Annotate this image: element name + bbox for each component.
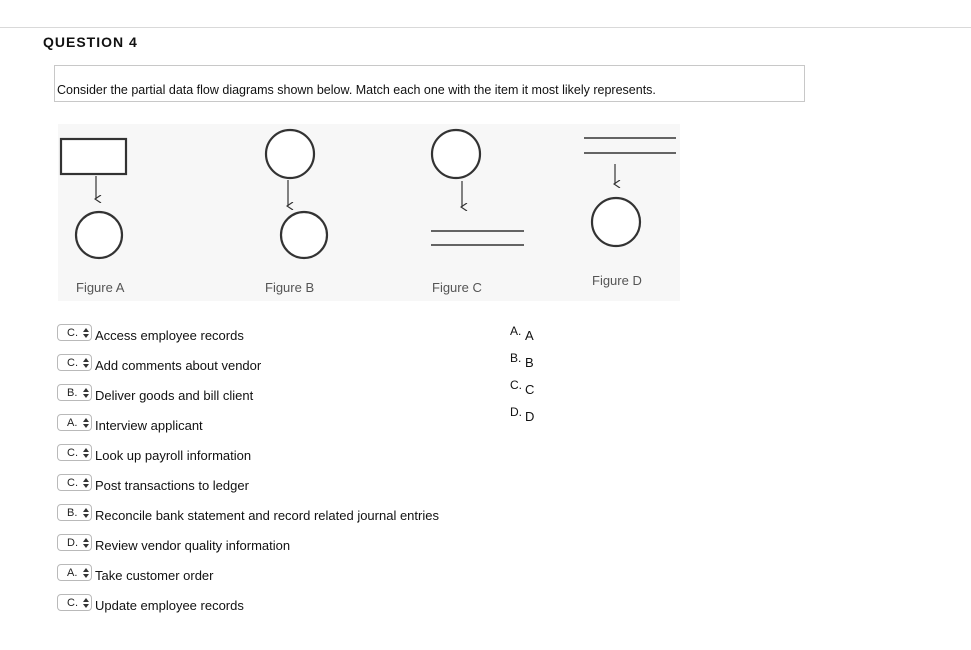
updown-arrows-icon	[82, 356, 90, 370]
match-item-label: Review vendor quality information	[95, 538, 291, 553]
answer-text: B	[525, 355, 534, 370]
match-item-label: Add comments about vendor	[95, 358, 262, 373]
answer-choice	[510, 324, 550, 344]
match-item-label: Update employee records	[95, 598, 244, 613]
match-select[interactable]	[57, 384, 92, 401]
answer-key: D.	[510, 405, 522, 419]
match-item-label: Reconcile bank statement and record related journal entries	[95, 508, 439, 523]
answer-text: C	[525, 382, 535, 397]
match-select-value: C.	[67, 597, 78, 609]
figure-d-diagram	[584, 138, 676, 288]
answer-text: A	[525, 328, 534, 343]
match-select-value: C.	[67, 327, 78, 339]
figure-c-label: Figure C	[432, 280, 482, 295]
answer-key: C.	[510, 378, 522, 392]
match-item-label: Take customer order	[95, 568, 214, 583]
match-select[interactable]	[57, 534, 92, 551]
updown-arrows-icon	[82, 416, 90, 430]
match-select[interactable]	[57, 504, 92, 521]
match-item-label: Look up payroll information	[95, 448, 252, 463]
match-select-value: A.	[67, 417, 78, 429]
process-shape	[592, 198, 640, 246]
answer-choice	[510, 405, 550, 425]
match-select[interactable]	[57, 564, 92, 581]
top-divider	[0, 27, 971, 28]
process-shape	[432, 130, 480, 178]
match-item-label: Deliver goods and bill client	[95, 388, 254, 403]
match-select[interactable]	[57, 354, 92, 371]
match-select[interactable]	[57, 474, 92, 491]
figure-d-label: Figure D	[592, 273, 642, 288]
updown-arrows-icon	[82, 536, 90, 550]
match-select-value: B.	[67, 507, 78, 519]
figure-a-label: Figure A	[76, 280, 125, 295]
dfd-figure-image	[58, 124, 680, 301]
updown-arrows-icon	[82, 446, 90, 460]
match-select[interactable]	[57, 594, 92, 611]
match-select-value: C.	[67, 477, 78, 489]
updown-arrows-icon	[82, 596, 90, 610]
updown-arrows-icon	[82, 476, 90, 490]
process-shape	[266, 130, 314, 178]
process-shape	[76, 212, 122, 258]
updown-arrows-icon	[82, 326, 90, 340]
match-select-value: C.	[67, 357, 78, 369]
answer-key: B.	[510, 351, 522, 365]
match-select-value: B.	[67, 387, 78, 399]
dfd-figures-svg	[58, 124, 680, 301]
match-select-value: C.	[67, 447, 78, 459]
match-select-value: D.	[67, 537, 78, 549]
figure-a-diagram	[61, 139, 126, 295]
match-item-label: Access employee records	[95, 328, 244, 343]
figure-c-diagram	[431, 130, 524, 295]
match-select-value: A.	[67, 567, 78, 579]
answer-choice	[510, 351, 550, 371]
external-entity-shape	[61, 139, 126, 174]
match-select[interactable]	[57, 324, 92, 341]
match-select[interactable]	[57, 444, 92, 461]
match-select[interactable]	[57, 414, 92, 431]
updown-arrows-icon	[82, 566, 90, 580]
match-item-label: Post transactions to ledger	[95, 478, 249, 493]
answer-choice	[510, 378, 550, 398]
answer-key: A.	[510, 324, 522, 338]
figure-b-label: Figure B	[265, 280, 315, 295]
question-prompt-box	[54, 65, 805, 102]
question-title: QUESTION 4	[43, 34, 138, 50]
updown-arrows-icon	[82, 386, 90, 400]
match-item-label: Interview applicant	[95, 418, 203, 433]
answer-text: D	[525, 409, 535, 424]
figure-b-diagram	[265, 130, 327, 295]
updown-arrows-icon	[82, 506, 90, 520]
process-shape	[281, 212, 327, 258]
question-prompt: Consider the partial data flow diagrams shown below. Match each one with the item it most likely represents.	[57, 83, 656, 97]
